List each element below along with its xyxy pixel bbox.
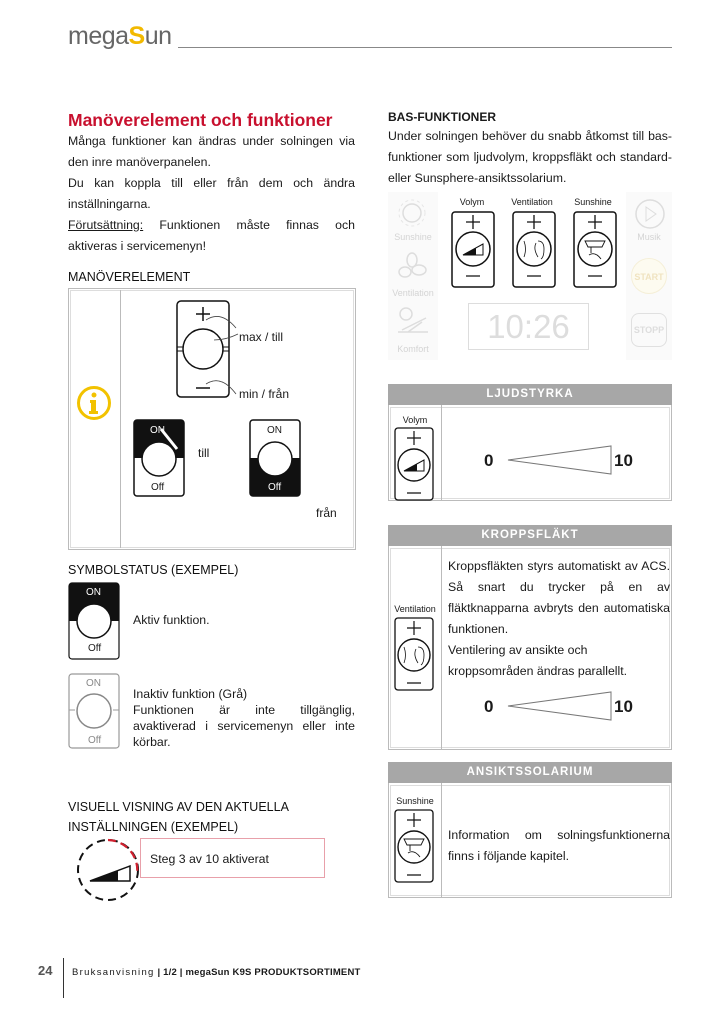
prerequisite bbox=[68, 215, 355, 257]
volume-button bbox=[451, 211, 497, 289]
on-label: ON bbox=[86, 678, 101, 689]
ljudstyrka-header: LJUDSTYRKA bbox=[388, 384, 672, 405]
stop-button: STOPP bbox=[631, 313, 667, 347]
volume-button bbox=[394, 427, 436, 503]
ventilation-button bbox=[394, 617, 436, 693]
step-dial-icon bbox=[74, 836, 142, 904]
ghost-komfort-label: Komfort bbox=[397, 344, 429, 354]
bas-text: Under solningen behöver du snabb åtkomst till bas-funktioner som ljudvolym, kroppsfläkt och standard- eller Sunsphere-ansiktssolarium. bbox=[388, 129, 672, 185]
divider bbox=[120, 290, 121, 548]
off-label: Off bbox=[268, 482, 282, 493]
ansiktssolarium-header: ANSIKTSSOLARIUM bbox=[388, 762, 672, 783]
sunshine-button bbox=[573, 211, 619, 289]
intro-paragraph-2: Du kan koppla till eller från dem och ändra inställningarna. bbox=[68, 176, 355, 211]
ventilation-min: 0 bbox=[484, 697, 494, 716]
kroppsflakt-text-1: Kroppsfläkten styrs automatiskt av ACS. Så snart du trycker på en av fläktknapparna avbryts den automatiska funktionen. bbox=[448, 559, 670, 636]
kroppsflakt-text-2: Ventilering av ansikte och kroppsområden ändras parallellt. bbox=[448, 643, 628, 678]
bas-heading: BAS-FUNKTIONER bbox=[388, 110, 496, 124]
control-panel-illustration bbox=[388, 192, 672, 360]
page-number: 24 bbox=[38, 963, 53, 978]
status-heading: SYMBOLSTATUS (EXEMPEL) bbox=[68, 563, 239, 577]
sunshine-label: Sunshine bbox=[574, 197, 612, 207]
on-label: ON bbox=[86, 587, 101, 598]
sunshine-button bbox=[394, 809, 436, 885]
label-fran: från bbox=[316, 506, 337, 520]
divider bbox=[441, 546, 442, 749]
ventilation-wedge bbox=[507, 691, 613, 721]
off-label: Off bbox=[88, 643, 102, 654]
on-label: ON bbox=[150, 425, 165, 436]
controls-heading: MANÖVERELEMENT bbox=[68, 270, 191, 284]
off-label: Off bbox=[151, 482, 165, 493]
ansiktssolarium-text: Information om solningsfunktionerna finns i följande kapitel. bbox=[448, 828, 670, 863]
footer-product: | 1/2 | megaSun K9S PRODUKTSORTIMENT bbox=[154, 967, 361, 978]
visual-heading bbox=[68, 797, 289, 837]
visual-heading-2: INSTÄLLNINGEN (EXEMPEL) bbox=[68, 820, 239, 834]
ventilation-max: 10 bbox=[614, 697, 633, 716]
label-max: max / till bbox=[239, 330, 284, 344]
ventilation-label: Ventilation bbox=[394, 604, 436, 614]
ghost-sunshine-label: Sunshine bbox=[394, 232, 432, 242]
footer-divider bbox=[63, 958, 64, 998]
clock-display: 10:26 bbox=[468, 303, 589, 350]
label-till: till bbox=[198, 446, 210, 460]
ventilation-label: Ventilation bbox=[511, 197, 553, 207]
volym-label: Volym bbox=[402, 415, 428, 425]
volume-min: 0 bbox=[484, 451, 494, 470]
ventilation-button bbox=[512, 211, 558, 289]
header-rule bbox=[178, 47, 672, 48]
on-label: ON bbox=[267, 425, 282, 436]
inactive-description bbox=[133, 686, 355, 750]
plus-minus-button-diagram bbox=[176, 300, 246, 400]
ghost-ventilation-label: Ventilation bbox=[392, 288, 434, 298]
sun-icon bbox=[397, 198, 427, 228]
comfort-icon bbox=[396, 306, 430, 336]
page-title: Manöverelement och funktioner bbox=[68, 110, 333, 130]
start-button: START bbox=[631, 258, 667, 294]
info-icon bbox=[76, 385, 112, 421]
volym-label: Volym bbox=[459, 197, 485, 207]
off-label: Off bbox=[88, 735, 102, 746]
megasun-logo: megaSun bbox=[68, 22, 172, 50]
fan-icon bbox=[397, 252, 427, 282]
inactive-text: Funktionen är inte tillgänglig, avaktiverad i servicemenyn eller inte körbar. bbox=[133, 703, 355, 749]
intro-text bbox=[68, 131, 355, 257]
kroppsflakt-text bbox=[448, 556, 670, 682]
label-min: min / från bbox=[239, 387, 290, 401]
intro-paragraph-1: Många funktioner kan ändras under solningen via den inre manöverpanelen. bbox=[68, 134, 355, 169]
volume-wedge bbox=[507, 445, 613, 475]
divider bbox=[441, 783, 442, 897]
footer-manual: Bruksanvisning bbox=[72, 967, 155, 978]
kroppsflakt-header: KROPPSFLÄKT bbox=[388, 525, 672, 546]
ghost-musik-label: Musik bbox=[637, 232, 661, 242]
volume-max: 10 bbox=[614, 451, 633, 470]
active-text: Aktiv funktion. bbox=[133, 613, 210, 627]
music-icon bbox=[634, 198, 666, 230]
footer-text bbox=[72, 967, 361, 978]
step-text: Steg 3 av 10 aktiverat bbox=[150, 852, 269, 866]
inactive-title: Inaktiv funktion (Grå) bbox=[133, 687, 248, 701]
prereq-text: Funktionen måste finnas och aktiveras i servicemenyn! bbox=[68, 218, 355, 253]
sunshine-label: Sunshine bbox=[396, 796, 434, 806]
prereq-label: Förutsättning: bbox=[68, 218, 144, 232]
visual-heading-1: VISUELL VISNING AV DEN AKTUELLA bbox=[68, 800, 289, 814]
divider bbox=[441, 405, 442, 500]
